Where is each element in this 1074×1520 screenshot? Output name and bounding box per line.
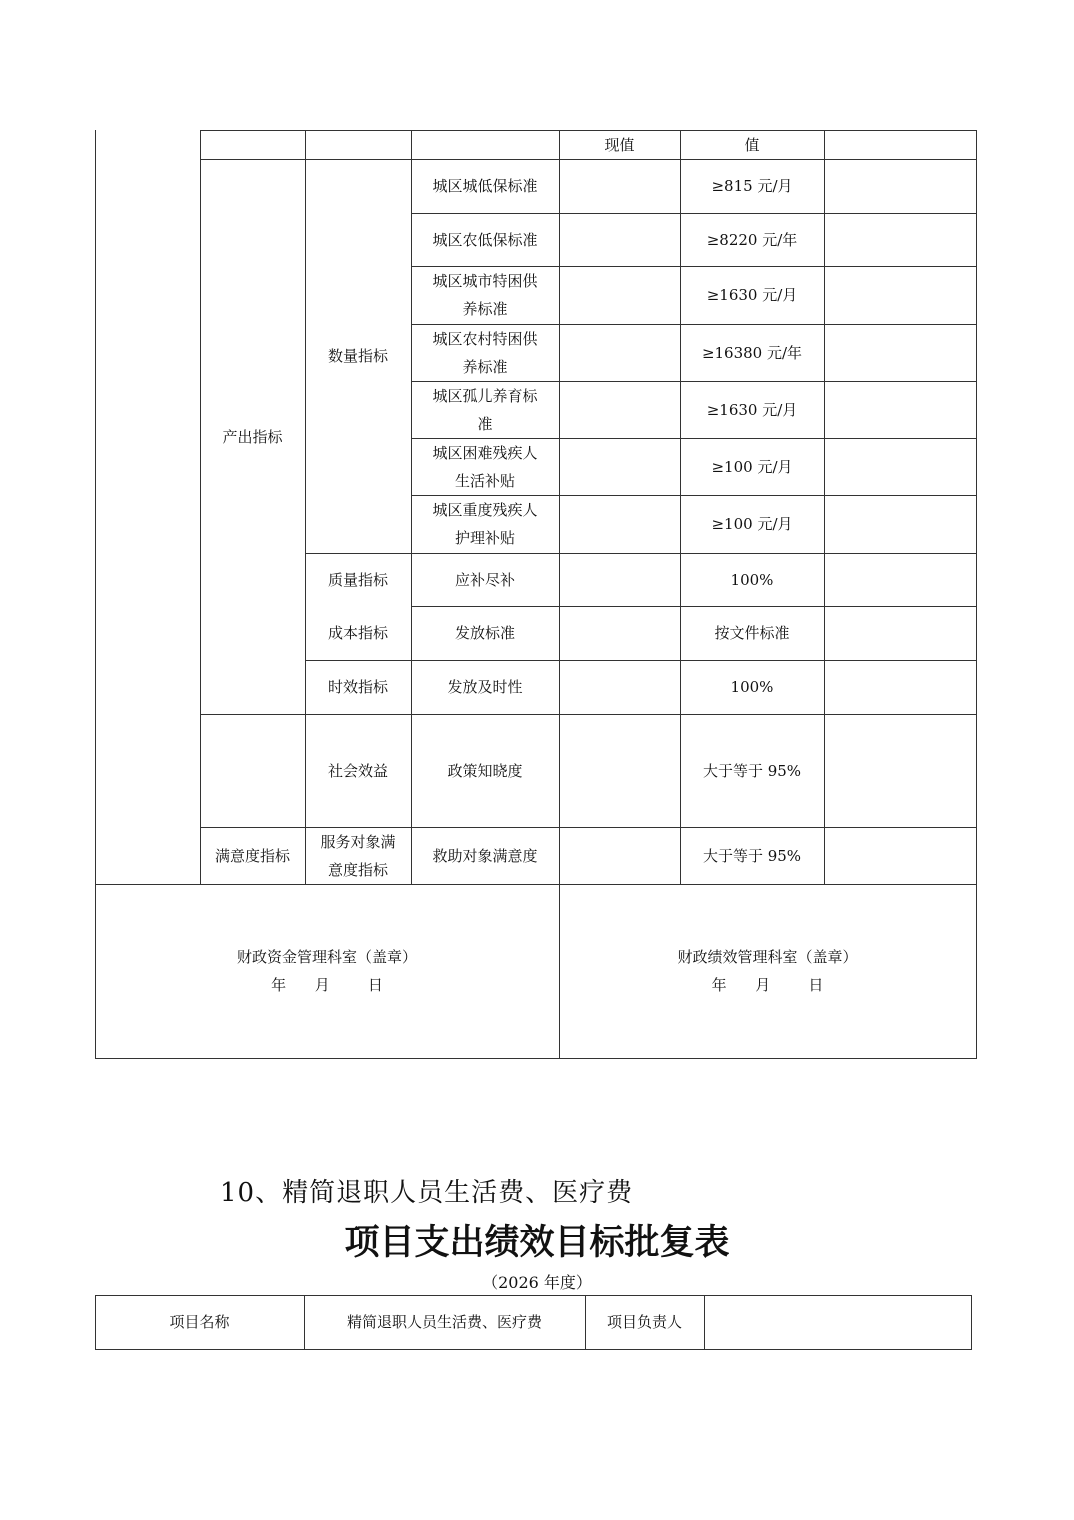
quantity-indicator: 城区城低保标准 <box>432 177 538 195</box>
cost-indicator: 发放标准 <box>454 624 515 642</box>
quantity-target: ≥100 元/月 <box>711 515 793 533</box>
quality-indicator: 应补尽补 <box>454 570 515 589</box>
quantity-target: ≥1630 元/月 <box>706 286 798 304</box>
fiscal-year: （2026 年度） <box>482 1273 592 1292</box>
project-owner-label: 项目负责人 <box>606 1313 682 1331</box>
section-heading: 10、精简退职人员生活费、医疗费 <box>220 1178 634 1208</box>
table-border-bottom <box>95 1058 977 1059</box>
table-border-right <box>976 130 977 1059</box>
quantity-target: ≥815 元/月 <box>711 177 793 195</box>
quantity-indicator: 城区城市特困供 养标准 <box>432 272 538 318</box>
quality-target: 100% <box>730 570 774 589</box>
left-signature-label: 财政资金管理科室（盖章） <box>236 948 417 966</box>
level2-timeliness-indicator: 时效指标 <box>327 678 388 696</box>
left-signature-date: 年 月 日 <box>271 976 383 994</box>
level2-quantity-indicator: 数量指标 <box>327 347 388 365</box>
timeliness-indicator: 发放及时性 <box>447 678 523 696</box>
col-line-4 <box>559 130 560 1059</box>
project-table-right <box>971 1295 972 1350</box>
social-indicator: 政策知晓度 <box>447 761 523 780</box>
project-table-bottom <box>95 1349 972 1350</box>
right-signature-date: 年 月 日 <box>711 976 824 994</box>
timeliness-target: 100% <box>730 678 774 696</box>
project-name-value: 精简退职人员生活费、医疗费 <box>346 1313 542 1331</box>
header-target-value: 值 <box>744 135 760 154</box>
quantity-indicator: 城区农村特困供 养标准 <box>432 329 538 376</box>
quantity-target: ≥100 元/月 <box>711 457 793 476</box>
social-target: 大于等于 95% <box>702 761 802 780</box>
header-current-value: 现值 <box>604 135 635 154</box>
table-border-left <box>95 130 96 1059</box>
row-line <box>95 884 977 885</box>
col-line-6 <box>824 130 825 885</box>
quantity-target: ≥8220 元/年 <box>706 230 798 249</box>
document-title: 项目支出绩效目标批复表 <box>344 1223 730 1263</box>
level2-satisfaction-indicator: 服务对象满 意度指标 <box>320 832 396 879</box>
project-name-label: 项目名称 <box>169 1313 230 1331</box>
satisfaction-indicator: 救助对象满意度 <box>432 846 538 865</box>
level2-quality-indicator: 质量指标 <box>327 570 388 589</box>
quantity-indicator: 城区农低保标准 <box>432 230 538 249</box>
level2-social-benefit: 社会效益 <box>327 761 388 780</box>
quantity-target: ≥16380 元/年 <box>701 343 803 362</box>
cost-target: 按文件标准 <box>714 624 790 642</box>
quantity-target: ≥1630 元/月 <box>706 400 798 419</box>
project-owner-value <box>704 1295 971 1349</box>
right-signature-label: 财政绩效管理科室（盖章） <box>677 948 858 966</box>
level1-satisfaction-indicator: 满意度指标 <box>214 846 290 865</box>
satisfaction-target: 大于等于 95% <box>702 846 802 865</box>
level1-output-indicator: 产出指标 <box>222 427 283 446</box>
quantity-indicator: 城区重度残疾人 护理补贴 <box>432 501 538 547</box>
level2-cost-indicator: 成本指标 <box>327 624 388 642</box>
quantity-indicator: 城区困难残疾人 生活补贴 <box>432 443 538 490</box>
quantity-indicator: 城区孤儿养育标 准 <box>432 386 538 433</box>
